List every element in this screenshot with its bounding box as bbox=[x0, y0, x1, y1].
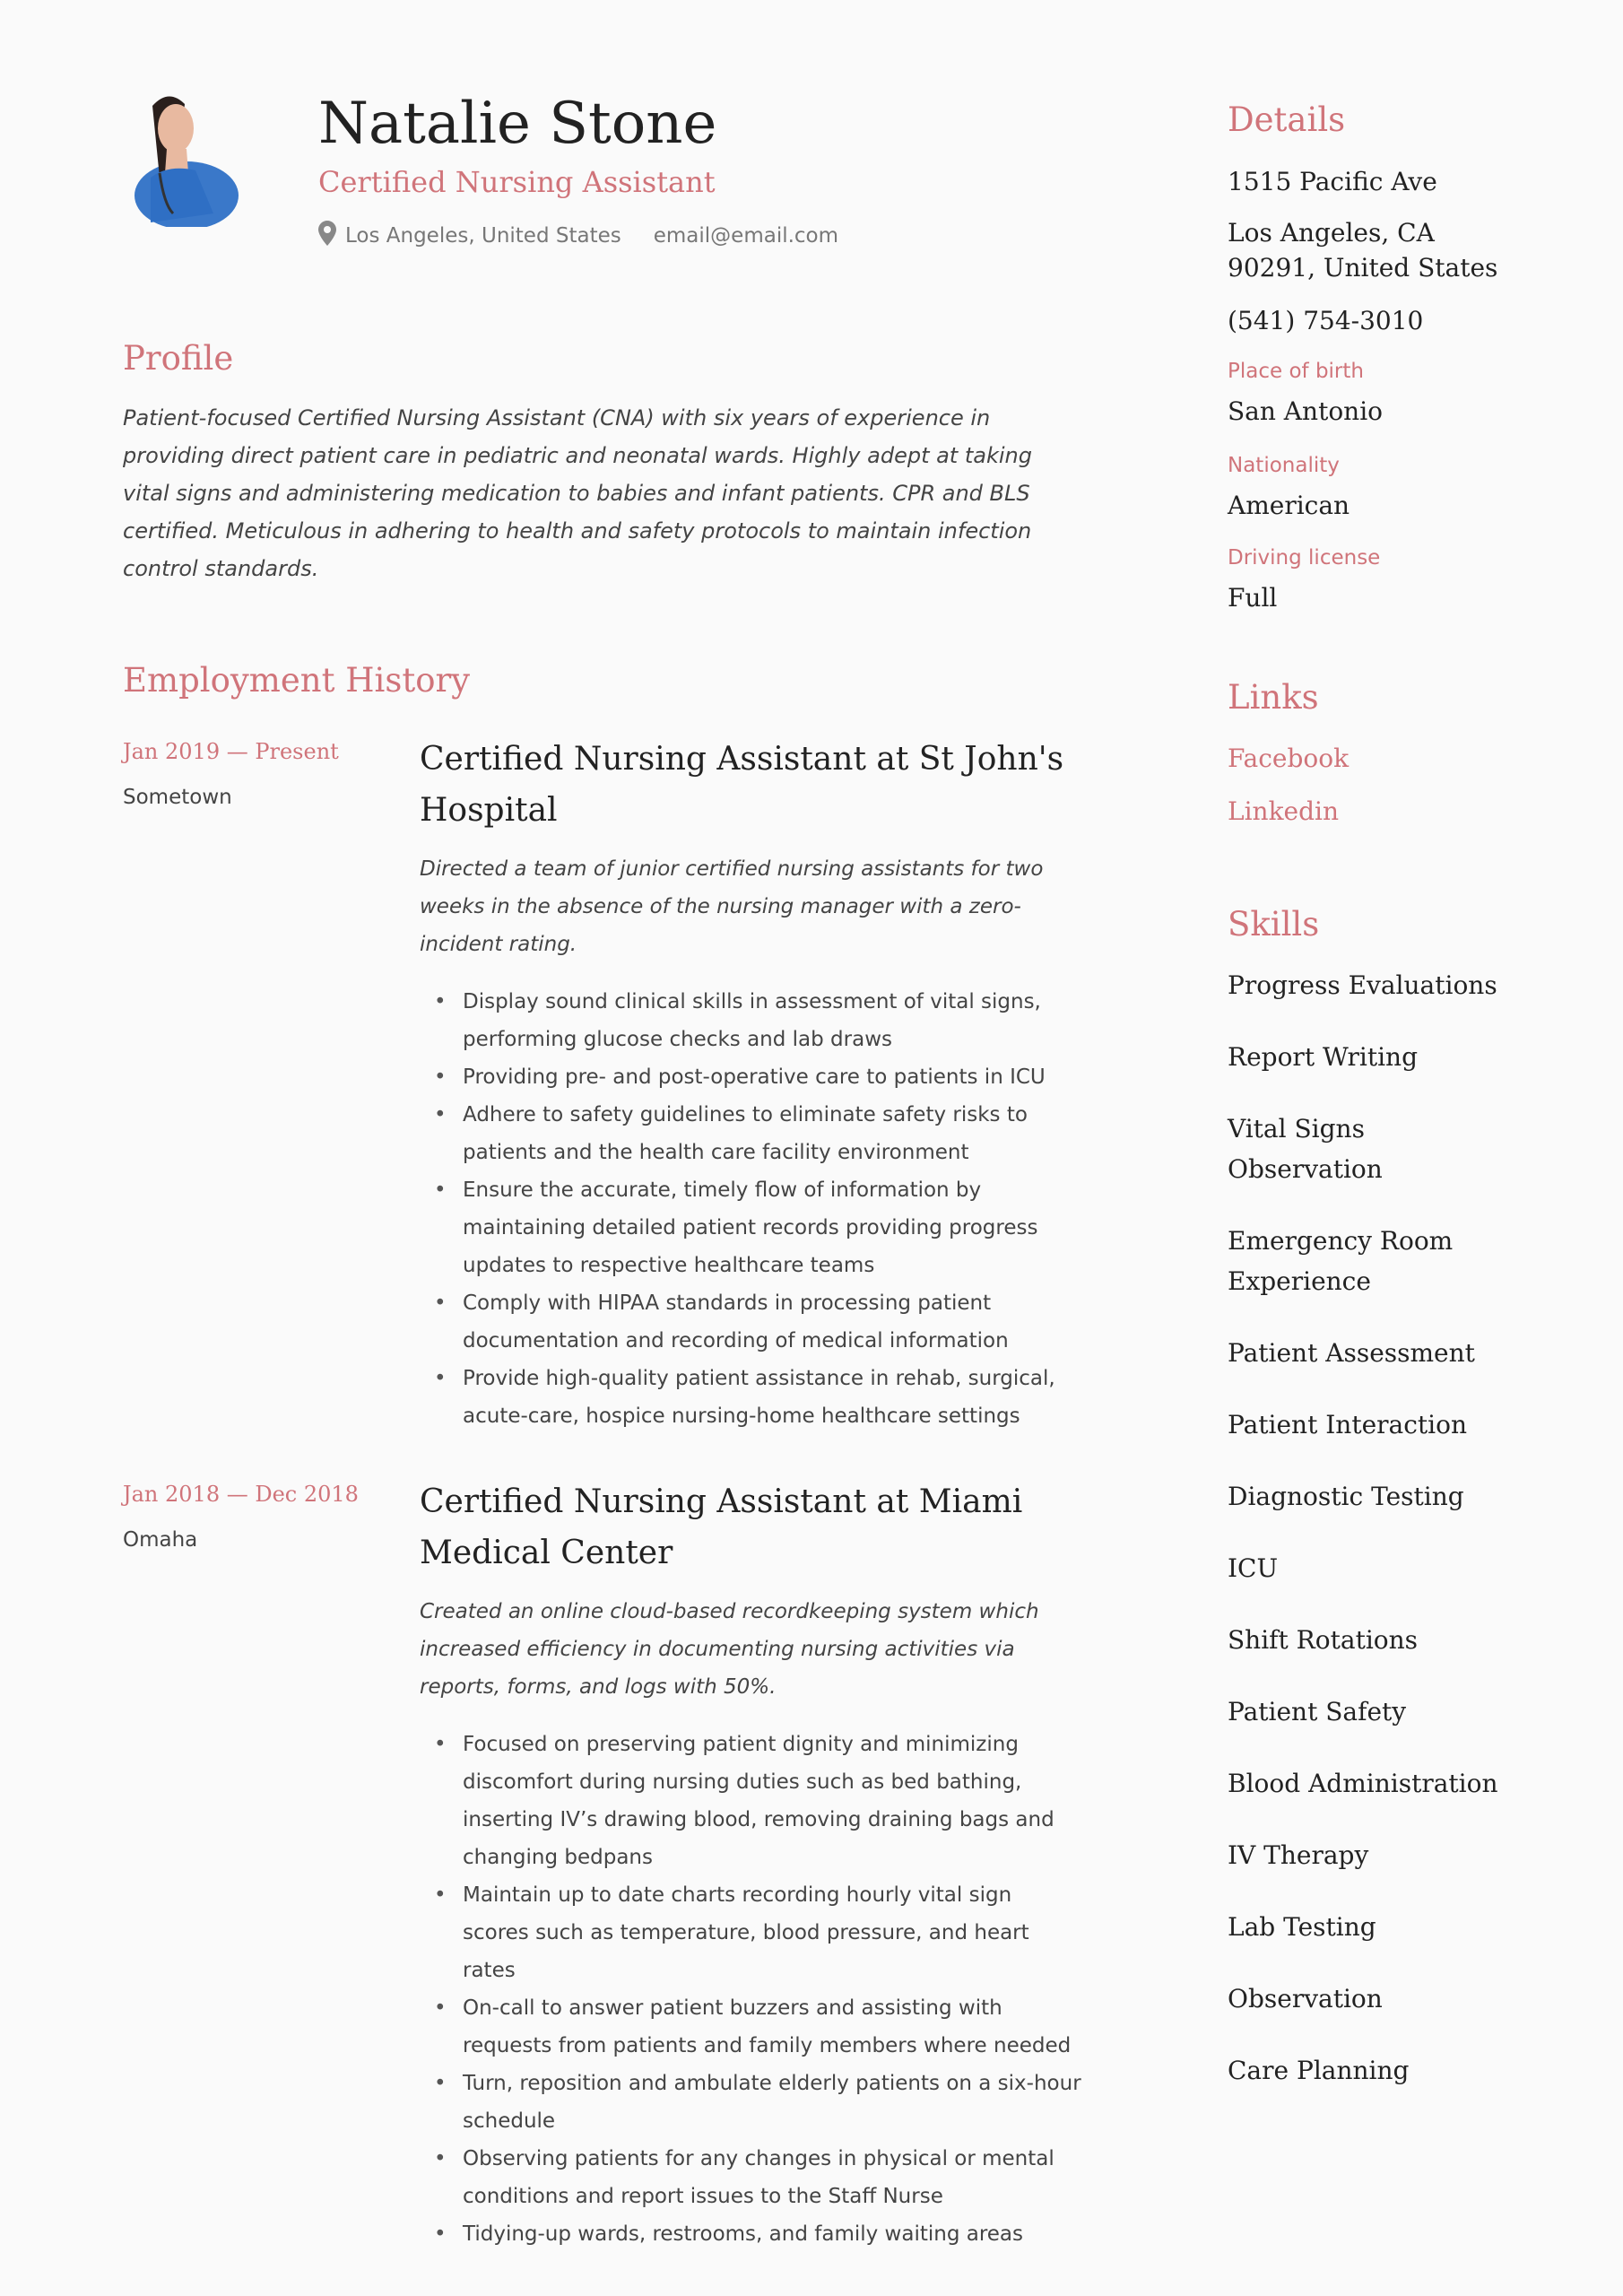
birth-place: San Antonio bbox=[1228, 396, 1384, 426]
location-pin-icon bbox=[318, 221, 336, 251]
phone: (541) 754-3010 bbox=[1228, 306, 1424, 335]
skill-item: ICU bbox=[1228, 1553, 1279, 1583]
bullet: • Maintain up to date charts recording hourly vital sign scores such as temperature, blood pressure, and heart rates bbox=[420, 1876, 1082, 1989]
nationality-label: Nationality bbox=[1228, 454, 1340, 477]
main-column bbox=[123, 339, 1082, 2253]
profile-summary: Patient-focused Certified Nursing Assistant (CNA) with six years of experience in providing direct patient care in pediatric and neonatal wards. Highly adept at taking vital signs and administering medication to babies and infant patients. CPR and BLS certified. Meticulous in adhering to health and safety protocols to maintain infection control standards. bbox=[123, 405, 1032, 581]
bullet: • Display sound clinical skills in assessment of vital signs, performing glucose checks and lab draws bbox=[420, 983, 1082, 1058]
skill-item: Patient Interaction bbox=[1228, 1410, 1468, 1439]
skills-list bbox=[1228, 965, 1523, 2091]
job-bullets bbox=[420, 1726, 1082, 2253]
profile-photo bbox=[133, 88, 242, 227]
address-line: 1515 Pacific Ave bbox=[1228, 167, 1437, 196]
bullet: • On-call to answer patient buzzers and assisting with requests from patients and family members where needed bbox=[420, 1989, 1082, 2065]
details-heading: Details bbox=[1228, 100, 1346, 139]
job-title: Certified Nursing Assistant bbox=[318, 165, 716, 199]
license-label: Driving license bbox=[1228, 546, 1381, 570]
job-date: Jan 2018 — Dec 2018 bbox=[123, 1482, 359, 1507]
resume-header bbox=[318, 90, 838, 251]
candidate-name: Natalie Stone bbox=[318, 91, 717, 157]
bullet: • Providing pre- and post-operative care to patients in ICU bbox=[420, 1058, 1082, 1096]
linkedin-link[interactable]: Linkedin bbox=[1228, 796, 1340, 826]
skill-item: Emergency Room Experience bbox=[1228, 1226, 1454, 1296]
contact-line bbox=[318, 221, 838, 251]
job-description: Created an online cloud-based recordkeeping system which increased efficiency in documenting nursing activities via reports, forms, and logs with 50%. bbox=[420, 1600, 1039, 1699]
skill-item: Care Planning bbox=[1228, 2056, 1410, 2085]
job-entry bbox=[123, 734, 1082, 1435]
job-title: Certified Nursing Assistant at St John's Hospital bbox=[420, 741, 1064, 829]
job-city: Sometown bbox=[123, 786, 232, 809]
skill-item: Report Writing bbox=[1228, 1042, 1418, 1072]
skill-item: Patient Assessment bbox=[1228, 1338, 1475, 1368]
skill-item: Shift Rotations bbox=[1228, 1625, 1419, 1655]
bullet: • Tidying-up wards, restrooms, and family waiting areas bbox=[420, 2215, 1082, 2253]
bullet: • Provide high-quality patient assistance in rehab, surgical, acute-care, hospice nursing-home healthcare settings bbox=[420, 1360, 1082, 1435]
job-entry bbox=[123, 1476, 1082, 2253]
job-description: Directed a team of junior certified nursing assistants for two weeks in the absence of the nursing manager with a zero-incident rating. bbox=[420, 857, 1044, 956]
profile-heading: Profile bbox=[123, 339, 234, 378]
skill-item: Progress Evaluations bbox=[1228, 970, 1497, 1000]
bullet: • Adhere to safety guidelines to eliminate safety risks to patients and the health care facility environment bbox=[420, 1096, 1082, 1171]
skill-item: Lab Testing bbox=[1228, 1912, 1376, 1942]
facebook-link[interactable]: Facebook bbox=[1228, 744, 1350, 773]
job-title: Certified Nursing Assistant at Miami Medical Center bbox=[420, 1483, 1023, 1571]
skill-item: Patient Safety bbox=[1228, 1697, 1407, 1726]
nationality: American bbox=[1228, 491, 1350, 520]
skill-item: IV Therapy bbox=[1228, 1840, 1369, 1870]
skill-item: Observation bbox=[1228, 1984, 1383, 2013]
employment-heading: Employment History bbox=[123, 661, 471, 700]
bullet: • Observing patients for any changes in physical or mental conditions and report issues to the Staff Nurse bbox=[420, 2140, 1082, 2215]
bullet: • Comply with HIPAA standards in processing patient documentation and recording of medical information bbox=[420, 1284, 1082, 1360]
bullet: • Turn, reposition and ambulate elderly patients on a six-hour schedule bbox=[420, 2065, 1082, 2140]
bullet: • Ensure the accurate, timely flow of information by maintaining detailed patient records providing progress updates to respective healthcare teams bbox=[420, 1171, 1082, 1284]
skill-item: Blood Administration bbox=[1228, 1769, 1498, 1798]
job-bullets bbox=[420, 983, 1082, 1435]
skill-item: Vital Signs Observation bbox=[1228, 1114, 1383, 1184]
skill-item: Diagnostic Testing bbox=[1228, 1482, 1464, 1511]
bullet: • Focused on preserving patient dignity and minimizing discomfort during nursing duties such as bed bathing, inserting IV’s drawing blood, removing draining bags and changing bedpans bbox=[420, 1726, 1082, 1876]
links-heading: Links bbox=[1228, 678, 1319, 717]
address-city: Los Angeles, CA 90291, United States bbox=[1228, 218, 1498, 283]
email-link[interactable]: email@email.com bbox=[653, 224, 839, 248]
birth-label: Place of birth bbox=[1228, 360, 1364, 383]
sidebar bbox=[1228, 100, 1586, 2091]
job-date: Jan 2019 — Present bbox=[123, 739, 339, 764]
location-text: Los Angeles, United States bbox=[345, 224, 621, 248]
skills-heading: Skills bbox=[1228, 905, 1320, 944]
license: Full bbox=[1228, 583, 1278, 613]
job-city: Omaha bbox=[123, 1528, 198, 1552]
